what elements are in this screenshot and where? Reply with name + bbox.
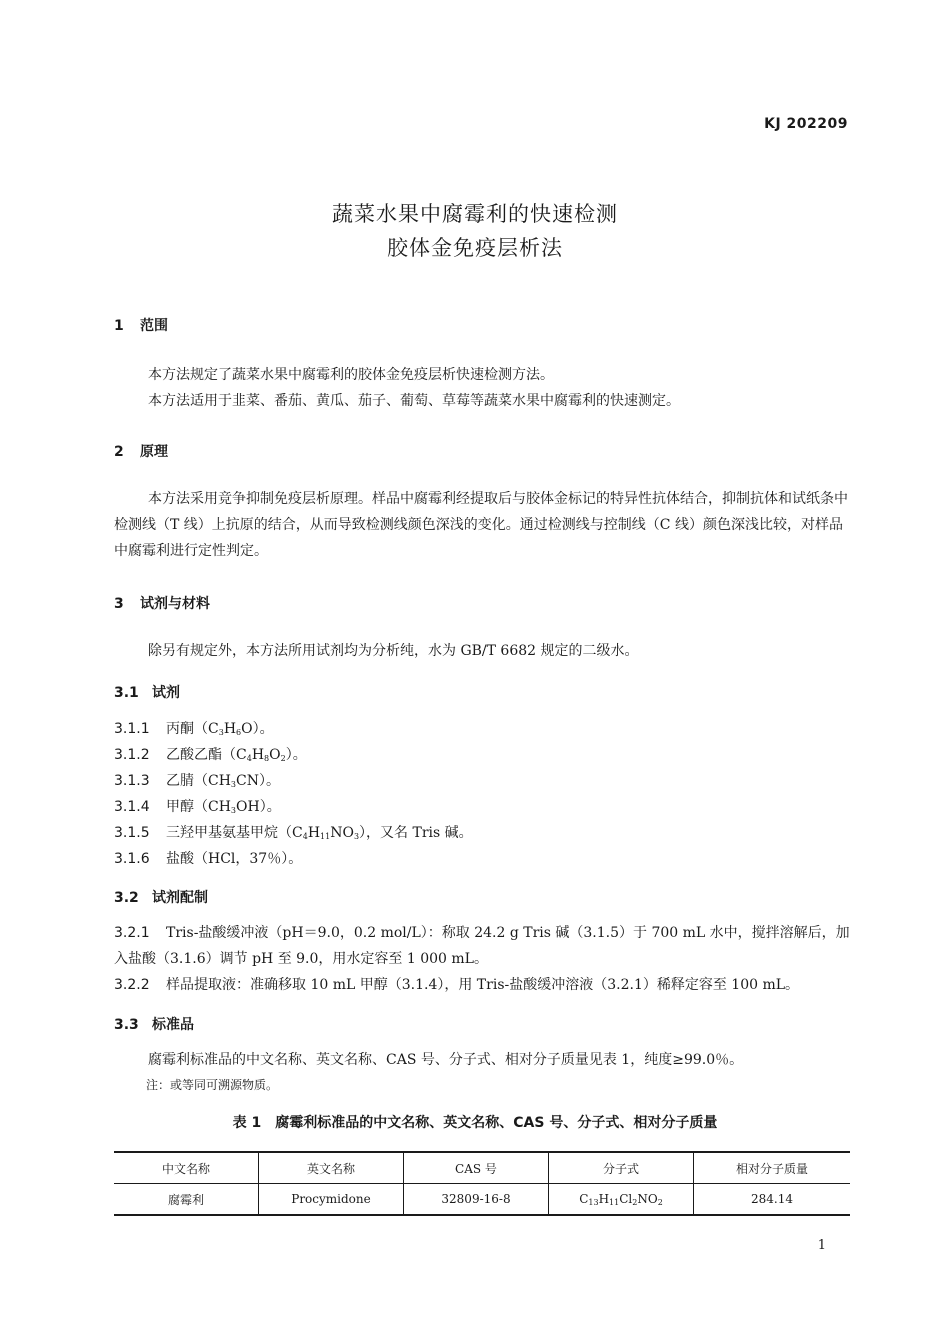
subscript: 3 xyxy=(230,806,237,815)
document-title-line2: 胶体金免疫层析法 xyxy=(387,236,563,260)
table-header-cell: 中文名称 xyxy=(114,1152,259,1184)
section-2-heading xyxy=(114,441,168,461)
section-3-heading xyxy=(114,593,210,613)
section-3-3-paragraph-1: 腐霉利标准品的中文名称、英文名称、CAS 号、分子式、相对分子质量见表 1，纯度≥99.0％。 xyxy=(148,1052,744,1068)
item-text: H xyxy=(223,721,237,737)
note: 注：或等同可溯源物质。 xyxy=(146,1078,279,1092)
section-3-1-heading xyxy=(114,682,180,702)
table-row xyxy=(114,1184,850,1216)
table-cell: 284.14 xyxy=(694,1184,851,1216)
table-header-cell: 英文名称 xyxy=(259,1152,404,1184)
item-number: 3.2.2 xyxy=(114,977,150,993)
section-title: 试剂配制 xyxy=(152,890,208,906)
item-number: 3.1.5 xyxy=(114,825,150,841)
item-text: Tris-盐酸缓冲液（pH＝9.0，0.2 mol/L）：称取 24.2 g Tris 碱（3.1.5）于 700 mL 水中，搅拌溶解后，加入盐酸（3.1.6）调节 pH 至 9.0，用水定容至 1 000 mL。 xyxy=(114,925,850,967)
item-number: 3.1.1 xyxy=(114,721,150,737)
item-number: 3.1.6 xyxy=(114,851,150,867)
item-text: CN）。 xyxy=(236,773,280,789)
item-text: O）。 xyxy=(241,721,274,737)
item-text: 乙腈（CH xyxy=(166,773,231,789)
section-title: 试剂与材料 xyxy=(140,596,210,612)
section-number: 3.3 xyxy=(114,1017,139,1033)
item-text: ）。 xyxy=(285,747,307,763)
subscript: 6 xyxy=(236,728,242,737)
item-text: ），又名 Tris 碱。 xyxy=(359,825,473,841)
item-text: 样品提取液：准确移取 10 mL 甲醇（3.1.4），用 Tris-盐酸缓冲溶液（3.2.1）稀释定容至 100 mL。 xyxy=(166,977,800,993)
item-number: 3.1.2 xyxy=(114,747,150,763)
item-text: OH）。 xyxy=(236,799,281,815)
item-text: NO xyxy=(330,825,354,841)
section-1-paragraph-2: 本方法适用于韭菜、番茄、黄瓜、茄子、葡萄、草莓等蔬菜水果中腐霉利的快速测定。 xyxy=(148,393,680,409)
subscript: 4 xyxy=(246,754,252,763)
item-text: 甲醇（CH xyxy=(166,799,231,815)
table-header-cell: 分子式 xyxy=(549,1152,694,1184)
item-text: O xyxy=(269,747,281,763)
item-number: 3.2.1 xyxy=(114,925,150,941)
table-header-cell: 相对分子质量 xyxy=(694,1152,851,1184)
section-title: 试剂 xyxy=(152,685,180,701)
subscript: 3 xyxy=(230,780,237,789)
section-2-paragraph-1: 本方法采用竞争抑制免疫层析原理。样品中腐霉利经提取后与胶体金标记的特异性抗体结合，抑制抗体和试纸条中检测线（T 线）上抗原的结合，从而导致检测线颜色深浅的变化。通过检测线与控制线（C 线）颜色深浅比较，对样品中腐霉利进行定性判定。 xyxy=(114,491,848,559)
item-number: 3.1.3 xyxy=(114,773,150,789)
list-item xyxy=(114,846,850,872)
list-item xyxy=(114,972,850,998)
formula-part: H xyxy=(598,1191,610,1206)
section-title: 范围 xyxy=(140,318,168,334)
subscript: 2 xyxy=(632,1197,638,1207)
item-text: H xyxy=(307,825,321,841)
section-number: 1 xyxy=(114,318,124,334)
item-text: H xyxy=(251,747,265,763)
subscript: 13 xyxy=(588,1197,599,1207)
subscript: 2 xyxy=(280,754,286,763)
section-number: 3.2 xyxy=(114,890,139,906)
subscript: 4 xyxy=(302,832,308,841)
section-number: 2 xyxy=(114,444,124,460)
section-title: 标准品 xyxy=(152,1017,194,1033)
section-3-paragraph-1: 除另有规定外，本方法所用试剂均为分析纯，水为 GB/T 6682 规定的二级水。 xyxy=(148,643,639,659)
subscript: 8 xyxy=(264,754,270,763)
item-text: 三羟甲基氨基甲烷（C xyxy=(166,825,303,841)
table-header-row xyxy=(114,1152,850,1184)
section-3-3-heading xyxy=(114,1014,194,1034)
formula-part: Cl xyxy=(619,1191,633,1206)
section-1-heading xyxy=(114,315,168,335)
formula-part: C xyxy=(579,1191,589,1206)
standard-code: KJ 202209 xyxy=(764,116,848,132)
list-item xyxy=(114,920,850,972)
item-text: 丙酮（C xyxy=(166,721,219,737)
subscript: 11 xyxy=(609,1197,620,1207)
item-text: 盐酸（HCl，37％）。 xyxy=(166,851,303,867)
table-cell: Procymidone xyxy=(259,1184,404,1216)
item-text: 乙酸乙酯（C xyxy=(166,747,247,763)
subscript: 3 xyxy=(353,832,360,841)
table-header-cell: CAS 号 xyxy=(404,1152,549,1184)
section-number: 3.1 xyxy=(114,685,139,701)
document-title-line1: 蔬菜水果中腐霉利的快速检测 xyxy=(332,202,618,226)
section-1-paragraph-1: 本方法规定了蔬菜水果中腐霉利的胶体金免疫层析快速检测方法。 xyxy=(148,367,554,383)
subscript: 3 xyxy=(218,728,224,737)
subscript: 11 xyxy=(320,832,331,841)
table-cell: 32809-16-8 xyxy=(404,1184,549,1216)
section-number: 3 xyxy=(114,596,124,612)
table-caption: 表 1 腐霉利标准品的中文名称、英文名称、CAS 号、分子式、相对分子质量 xyxy=(232,1115,718,1131)
section-3-2-heading xyxy=(114,887,208,907)
standard-table xyxy=(114,1151,850,1216)
formula-part: NO xyxy=(637,1191,658,1206)
section-title: 原理 xyxy=(140,444,168,460)
subscript: 2 xyxy=(657,1197,663,1207)
table-cell: 腐霉利 xyxy=(114,1184,259,1216)
item-number: 3.1.4 xyxy=(114,799,150,815)
table-cell-formula xyxy=(549,1184,694,1216)
page-number: 1 xyxy=(817,1238,826,1253)
